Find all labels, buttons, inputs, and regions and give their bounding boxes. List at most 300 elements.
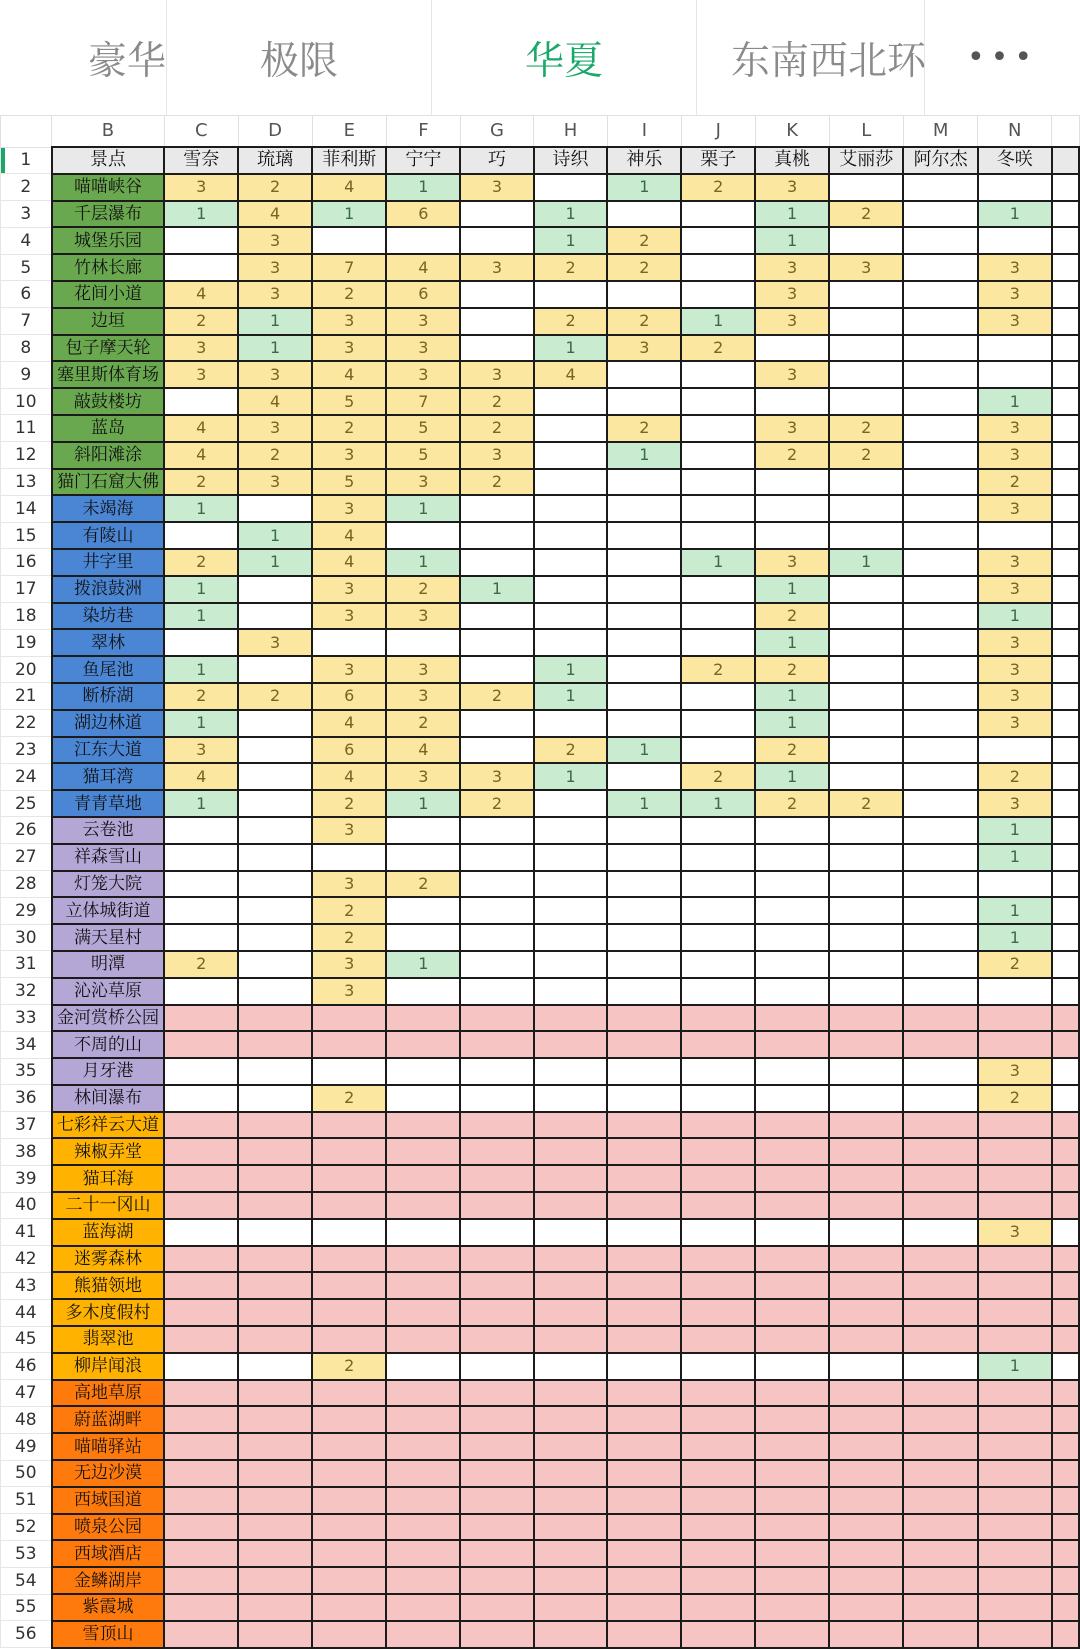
spot-name-cell[interactable]: 蓝岛 (52, 415, 165, 442)
value-cell[interactable] (829, 629, 903, 656)
value-cell-extra[interactable] (1052, 1246, 1079, 1273)
spot-name-cell[interactable]: 断桥湖 (52, 683, 165, 710)
value-cell[interactable] (460, 603, 533, 630)
value-cell[interactable] (903, 1540, 977, 1567)
spot-name-cell[interactable]: 二十一冈山 (52, 1192, 165, 1219)
value-cell[interactable] (534, 1219, 608, 1246)
value-cell[interactable]: 1 (238, 335, 312, 362)
value-cell[interactable]: 2 (460, 469, 533, 496)
value-cell[interactable] (681, 576, 755, 603)
value-cell-extra[interactable] (1052, 1380, 1079, 1407)
value-cell[interactable] (607, 817, 681, 844)
value-cell[interactable]: 2 (607, 227, 681, 254)
value-cell[interactable]: 1 (534, 683, 608, 710)
spot-name-cell[interactable]: 猫耳海 (52, 1165, 165, 1192)
value-cell[interactable] (386, 1380, 460, 1407)
value-cell[interactable] (681, 281, 755, 308)
row-number[interactable]: 55 (1, 1594, 52, 1621)
row-number[interactable]: 17 (1, 576, 52, 603)
value-cell[interactable] (534, 1406, 608, 1433)
value-cell[interactable] (164, 817, 238, 844)
value-cell[interactable]: 3 (978, 442, 1052, 469)
value-cell[interactable] (386, 1460, 460, 1487)
value-cell[interactable] (607, 1433, 681, 1460)
value-cell[interactable] (238, 1380, 312, 1407)
value-cell[interactable] (755, 1326, 829, 1353)
value-cell[interactable] (386, 1326, 460, 1353)
row-number[interactable]: 16 (1, 549, 52, 576)
value-cell[interactable] (534, 522, 608, 549)
value-cell[interactable] (978, 227, 1052, 254)
row-number[interactable]: 46 (1, 1353, 52, 1380)
value-cell[interactable]: 2 (312, 281, 386, 308)
row-number[interactable]: 8 (1, 335, 52, 362)
value-cell[interactable]: 4 (164, 763, 238, 790)
value-cell[interactable] (312, 844, 386, 871)
value-cell[interactable] (978, 1165, 1052, 1192)
value-cell[interactable]: 1 (607, 790, 681, 817)
value-cell[interactable] (460, 978, 533, 1005)
value-cell[interactable] (829, 1406, 903, 1433)
row-number[interactable]: 2 (1, 174, 52, 201)
value-cell[interactable] (903, 871, 977, 898)
value-cell[interactable] (681, 871, 755, 898)
value-cell[interactable] (312, 629, 386, 656)
value-cell[interactable] (460, 1272, 533, 1299)
value-cell[interactable]: 1 (386, 790, 460, 817)
value-cell[interactable] (755, 1299, 829, 1326)
value-cell[interactable] (534, 1353, 608, 1380)
value-cell-extra[interactable] (1052, 1299, 1079, 1326)
row-number[interactable]: 27 (1, 844, 52, 871)
spot-name-cell[interactable]: 喵喵驿站 (52, 1433, 165, 1460)
value-cell[interactable] (681, 1433, 755, 1460)
value-cell[interactable] (238, 1567, 312, 1594)
value-cell[interactable]: 2 (829, 201, 903, 228)
row-number[interactable]: 9 (1, 361, 52, 388)
value-cell[interactable]: 2 (386, 871, 460, 898)
value-cell[interactable] (681, 1246, 755, 1273)
value-cell[interactable] (829, 1246, 903, 1273)
value-cell[interactable] (681, 1460, 755, 1487)
value-cell[interactable] (903, 817, 977, 844)
value-cell[interactable] (829, 871, 903, 898)
row-number[interactable]: 49 (1, 1433, 52, 1460)
value-cell[interactable] (978, 1540, 1052, 1567)
value-cell[interactable] (312, 1433, 386, 1460)
row-number[interactable]: 15 (1, 522, 52, 549)
value-cell[interactable] (903, 388, 977, 415)
row-number[interactable]: 14 (1, 495, 52, 522)
value-cell[interactable] (829, 1138, 903, 1165)
value-cell[interactable] (460, 871, 533, 898)
value-cell[interactable] (903, 951, 977, 978)
value-cell[interactable]: 5 (386, 415, 460, 442)
value-cell[interactable] (755, 924, 829, 951)
value-cell[interactable] (312, 1514, 386, 1541)
value-cell[interactable] (534, 710, 608, 737)
value-cell[interactable] (534, 603, 608, 630)
value-cell[interactable] (312, 1246, 386, 1273)
value-cell[interactable] (681, 1058, 755, 1085)
header-cell[interactable]: 菲利斯 (312, 147, 386, 174)
value-cell-extra[interactable] (1052, 1165, 1079, 1192)
spot-name-cell[interactable]: 边垣 (52, 308, 165, 335)
value-cell[interactable]: 2 (534, 308, 608, 335)
value-cell[interactable] (607, 1326, 681, 1353)
spot-name-cell[interactable]: 猫门石窟大佛 (52, 469, 165, 496)
value-cell[interactable] (903, 1192, 977, 1219)
value-cell[interactable] (978, 1460, 1052, 1487)
value-cell[interactable] (607, 281, 681, 308)
row-number[interactable]: 50 (1, 1460, 52, 1487)
value-cell[interactable]: 3 (460, 254, 533, 281)
value-cell[interactable] (386, 629, 460, 656)
value-cell[interactable] (903, 924, 977, 951)
value-cell[interactable] (903, 844, 977, 871)
value-cell[interactable] (386, 897, 460, 924)
value-cell[interactable] (312, 1326, 386, 1353)
value-cell[interactable]: 3 (755, 415, 829, 442)
value-cell[interactable] (460, 1567, 533, 1594)
value-cell[interactable] (460, 308, 533, 335)
value-cell[interactable] (460, 1165, 533, 1192)
value-cell[interactable] (460, 1005, 533, 1032)
value-cell-extra[interactable] (1052, 710, 1079, 737)
spot-name-cell[interactable]: 竹林长廊 (52, 254, 165, 281)
value-cell[interactable] (903, 1353, 977, 1380)
value-cell[interactable]: 1 (534, 335, 608, 362)
value-cell[interactable] (238, 1353, 312, 1380)
value-cell-extra[interactable] (1052, 1112, 1079, 1139)
value-cell[interactable]: 3 (164, 174, 238, 201)
spot-name-cell[interactable]: 辣椒弄堂 (52, 1138, 165, 1165)
value-cell[interactable] (534, 1246, 608, 1273)
value-cell[interactable] (829, 227, 903, 254)
value-cell[interactable] (312, 1621, 386, 1648)
value-cell-extra[interactable] (1052, 924, 1079, 951)
value-cell[interactable] (755, 1406, 829, 1433)
spot-name-cell[interactable]: 明潭 (52, 951, 165, 978)
value-cell[interactable] (903, 1299, 977, 1326)
value-cell[interactable] (386, 1138, 460, 1165)
value-cell[interactable]: 3 (978, 790, 1052, 817)
value-cell[interactable] (681, 817, 755, 844)
value-cell[interactable] (755, 469, 829, 496)
value-cell[interactable] (534, 1380, 608, 1407)
spot-name-cell[interactable]: 柳岸闻浪 (52, 1353, 165, 1380)
value-cell-extra[interactable] (1052, 1031, 1079, 1058)
value-cell[interactable]: 1 (386, 951, 460, 978)
tab-huaxia[interactable] (432, 0, 697, 115)
value-cell[interactable]: 3 (386, 656, 460, 683)
value-cell-extra[interactable] (1052, 1540, 1079, 1567)
value-cell[interactable] (681, 951, 755, 978)
value-cell[interactable]: 3 (238, 415, 312, 442)
value-cell[interactable] (238, 1112, 312, 1139)
value-cell[interactable] (755, 335, 829, 362)
value-cell[interactable]: 1 (386, 495, 460, 522)
value-cell[interactable] (681, 1005, 755, 1032)
value-cell[interactable]: 2 (164, 549, 238, 576)
value-cell[interactable] (829, 737, 903, 764)
value-cell-extra[interactable] (1052, 308, 1079, 335)
value-cell[interactable]: 3 (238, 361, 312, 388)
value-cell[interactable] (829, 1299, 903, 1326)
value-cell[interactable] (164, 1353, 238, 1380)
value-cell[interactable] (681, 1380, 755, 1407)
value-cell[interactable] (238, 1326, 312, 1353)
value-cell-extra[interactable] (1052, 603, 1079, 630)
value-cell[interactable] (681, 442, 755, 469)
value-cell[interactable] (460, 1138, 533, 1165)
value-cell[interactable] (681, 844, 755, 871)
value-cell[interactable]: 4 (238, 201, 312, 228)
value-cell[interactable] (164, 924, 238, 951)
value-cell[interactable]: 2 (386, 710, 460, 737)
value-cell[interactable]: 3 (978, 629, 1052, 656)
value-cell[interactable] (386, 1246, 460, 1273)
value-cell[interactable] (534, 1326, 608, 1353)
value-cell[interactable] (681, 469, 755, 496)
value-cell[interactable]: 4 (534, 361, 608, 388)
row-number[interactable]: 36 (1, 1085, 52, 1112)
value-cell[interactable] (755, 1567, 829, 1594)
value-cell[interactable] (903, 361, 977, 388)
value-cell-extra[interactable] (1052, 1514, 1079, 1541)
value-cell[interactable] (607, 576, 681, 603)
value-cell[interactable] (681, 254, 755, 281)
value-cell-extra[interactable] (1052, 629, 1079, 656)
value-cell[interactable] (903, 603, 977, 630)
value-cell[interactable] (829, 522, 903, 549)
value-cell[interactable] (534, 817, 608, 844)
spot-name-cell[interactable]: 迷雾森林 (52, 1246, 165, 1273)
value-cell[interactable]: 3 (460, 174, 533, 201)
spot-name-cell[interactable]: 林间瀑布 (52, 1085, 165, 1112)
spot-name-cell[interactable]: 花间小道 (52, 281, 165, 308)
row-number[interactable]: 40 (1, 1192, 52, 1219)
value-cell[interactable] (312, 1299, 386, 1326)
value-cell[interactable]: 2 (829, 442, 903, 469)
value-cell[interactable] (164, 227, 238, 254)
value-cell[interactable] (607, 924, 681, 951)
value-cell-extra[interactable] (1052, 844, 1079, 871)
value-cell[interactable]: 7 (312, 254, 386, 281)
value-cell[interactable] (607, 1487, 681, 1514)
spot-name-cell[interactable]: 千层瀑布 (52, 201, 165, 228)
value-cell[interactable] (903, 1112, 977, 1139)
value-cell[interactable]: 2 (164, 308, 238, 335)
value-cell[interactable] (386, 1005, 460, 1032)
value-cell[interactable]: 3 (460, 361, 533, 388)
value-cell[interactable] (978, 1406, 1052, 1433)
value-cell[interactable] (238, 1594, 312, 1621)
value-cell[interactable] (460, 951, 533, 978)
value-cell[interactable] (607, 978, 681, 1005)
value-cell[interactable]: 6 (312, 737, 386, 764)
value-cell[interactable] (607, 710, 681, 737)
value-cell[interactable] (460, 495, 533, 522)
value-cell[interactable] (534, 174, 608, 201)
value-cell[interactable] (312, 1460, 386, 1487)
value-cell[interactable]: 3 (312, 871, 386, 898)
value-cell[interactable]: 4 (164, 415, 238, 442)
value-cell[interactable] (978, 1567, 1052, 1594)
row-number[interactable]: 52 (1, 1514, 52, 1541)
value-cell[interactable] (755, 897, 829, 924)
value-cell[interactable] (164, 1514, 238, 1541)
value-cell-extra[interactable] (1052, 897, 1079, 924)
value-cell[interactable] (386, 1165, 460, 1192)
spot-name-cell[interactable]: 紫霞城 (52, 1594, 165, 1621)
value-cell[interactable] (386, 978, 460, 1005)
value-cell[interactable] (903, 790, 977, 817)
row-number[interactable]: 34 (1, 1031, 52, 1058)
value-cell[interactable]: 2 (312, 897, 386, 924)
value-cell[interactable]: 3 (312, 495, 386, 522)
value-cell[interactable]: 1 (312, 201, 386, 228)
value-cell[interactable] (755, 1594, 829, 1621)
value-cell[interactable] (164, 1272, 238, 1299)
header-cell[interactable]: 艾丽莎 (829, 147, 903, 174)
spot-name-cell[interactable]: 井字里 (52, 549, 165, 576)
value-cell[interactable] (755, 1085, 829, 1112)
value-cell-extra[interactable] (1052, 254, 1079, 281)
value-cell[interactable] (903, 656, 977, 683)
value-cell[interactable]: 2 (681, 656, 755, 683)
header-cell[interactable]: 诗织 (534, 147, 608, 174)
value-cell[interactable] (829, 683, 903, 710)
value-cell[interactable] (534, 1540, 608, 1567)
value-cell[interactable]: 3 (312, 308, 386, 335)
value-cell[interactable] (238, 1138, 312, 1165)
value-cell[interactable] (312, 1219, 386, 1246)
value-cell[interactable] (386, 1406, 460, 1433)
value-cell[interactable] (755, 1112, 829, 1139)
value-cell[interactable] (829, 710, 903, 737)
value-cell[interactable] (386, 1272, 460, 1299)
value-cell[interactable] (829, 1272, 903, 1299)
value-cell[interactable] (829, 1165, 903, 1192)
value-cell[interactable] (607, 201, 681, 228)
value-cell[interactable] (164, 1567, 238, 1594)
value-cell[interactable]: 4 (164, 442, 238, 469)
value-cell[interactable] (755, 1005, 829, 1032)
value-cell[interactable]: 3 (978, 549, 1052, 576)
column-letter-C[interactable]: C (164, 116, 238, 148)
value-cell[interactable] (534, 388, 608, 415)
value-cell-extra[interactable] (1052, 522, 1079, 549)
value-cell[interactable] (607, 871, 681, 898)
value-cell[interactable] (903, 1031, 977, 1058)
row-number[interactable]: 48 (1, 1406, 52, 1433)
value-cell[interactable]: 2 (681, 174, 755, 201)
value-cell[interactable]: 3 (386, 683, 460, 710)
header-cell[interactable]: 真桃 (755, 147, 829, 174)
value-cell-extra[interactable] (1052, 1138, 1079, 1165)
value-cell[interactable] (829, 897, 903, 924)
column-letter-H[interactable]: H (534, 116, 608, 148)
value-cell[interactable] (238, 1005, 312, 1032)
value-cell[interactable] (829, 361, 903, 388)
value-cell[interactable]: 2 (607, 308, 681, 335)
value-cell[interactable] (755, 1272, 829, 1299)
value-cell[interactable] (164, 1621, 238, 1648)
value-cell[interactable] (681, 1540, 755, 1567)
value-cell[interactable] (460, 924, 533, 951)
value-cell[interactable] (755, 1380, 829, 1407)
value-cell[interactable] (755, 1192, 829, 1219)
value-cell[interactable] (238, 576, 312, 603)
value-cell[interactable] (386, 1299, 460, 1326)
value-cell[interactable]: 1 (978, 388, 1052, 415)
value-cell[interactable] (829, 1380, 903, 1407)
value-cell[interactable] (534, 1005, 608, 1032)
value-cell[interactable] (164, 1112, 238, 1139)
value-cell[interactable] (238, 1192, 312, 1219)
value-cell[interactable] (681, 1621, 755, 1648)
spot-name-cell[interactable]: 敲鼓楼坊 (52, 388, 165, 415)
value-cell-extra[interactable] (1052, 1058, 1079, 1085)
value-cell[interactable] (460, 1112, 533, 1139)
value-cell[interactable] (386, 1621, 460, 1648)
value-cell[interactable] (681, 1487, 755, 1514)
spot-name-cell[interactable]: 猫耳湾 (52, 763, 165, 790)
value-cell[interactable]: 1 (681, 790, 755, 817)
value-cell[interactable] (238, 844, 312, 871)
value-cell[interactable] (238, 603, 312, 630)
value-cell[interactable] (534, 951, 608, 978)
value-cell[interactable] (460, 1621, 533, 1648)
value-cell[interactable]: 3 (312, 335, 386, 362)
value-cell[interactable]: 6 (312, 683, 386, 710)
value-cell[interactable] (681, 1272, 755, 1299)
value-cell[interactable] (829, 1112, 903, 1139)
value-cell[interactable]: 1 (755, 710, 829, 737)
value-cell[interactable]: 5 (312, 388, 386, 415)
value-cell[interactable] (903, 1514, 977, 1541)
row-number[interactable]: 5 (1, 254, 52, 281)
value-cell[interactable] (386, 844, 460, 871)
value-cell[interactable] (164, 844, 238, 871)
value-cell[interactable]: 2 (238, 174, 312, 201)
spot-name-cell[interactable]: 高地草原 (52, 1380, 165, 1407)
spot-name-cell[interactable]: 城堡乐园 (52, 227, 165, 254)
value-cell[interactable]: 2 (978, 1085, 1052, 1112)
value-cell[interactable]: 6 (386, 281, 460, 308)
row-number[interactable]: 3 (1, 201, 52, 228)
value-cell[interactable] (238, 1514, 312, 1541)
value-cell[interactable] (386, 1514, 460, 1541)
spot-name-cell[interactable]: 湖边林道 (52, 710, 165, 737)
value-cell-extra[interactable] (1052, 1219, 1079, 1246)
value-cell[interactable]: 2 (681, 763, 755, 790)
row-number[interactable]: 53 (1, 1540, 52, 1567)
value-cell[interactable] (534, 1487, 608, 1514)
value-cell[interactable]: 3 (978, 656, 1052, 683)
value-cell[interactable] (607, 1406, 681, 1433)
value-cell[interactable] (460, 844, 533, 871)
value-cell[interactable] (534, 1138, 608, 1165)
value-cell[interactable] (164, 978, 238, 1005)
header-cell[interactable]: 雪奈 (164, 147, 238, 174)
row-number[interactable]: 35 (1, 1058, 52, 1085)
value-cell[interactable]: 3 (386, 603, 460, 630)
value-cell[interactable] (681, 388, 755, 415)
value-cell[interactable] (607, 603, 681, 630)
value-cell[interactable] (903, 1246, 977, 1273)
